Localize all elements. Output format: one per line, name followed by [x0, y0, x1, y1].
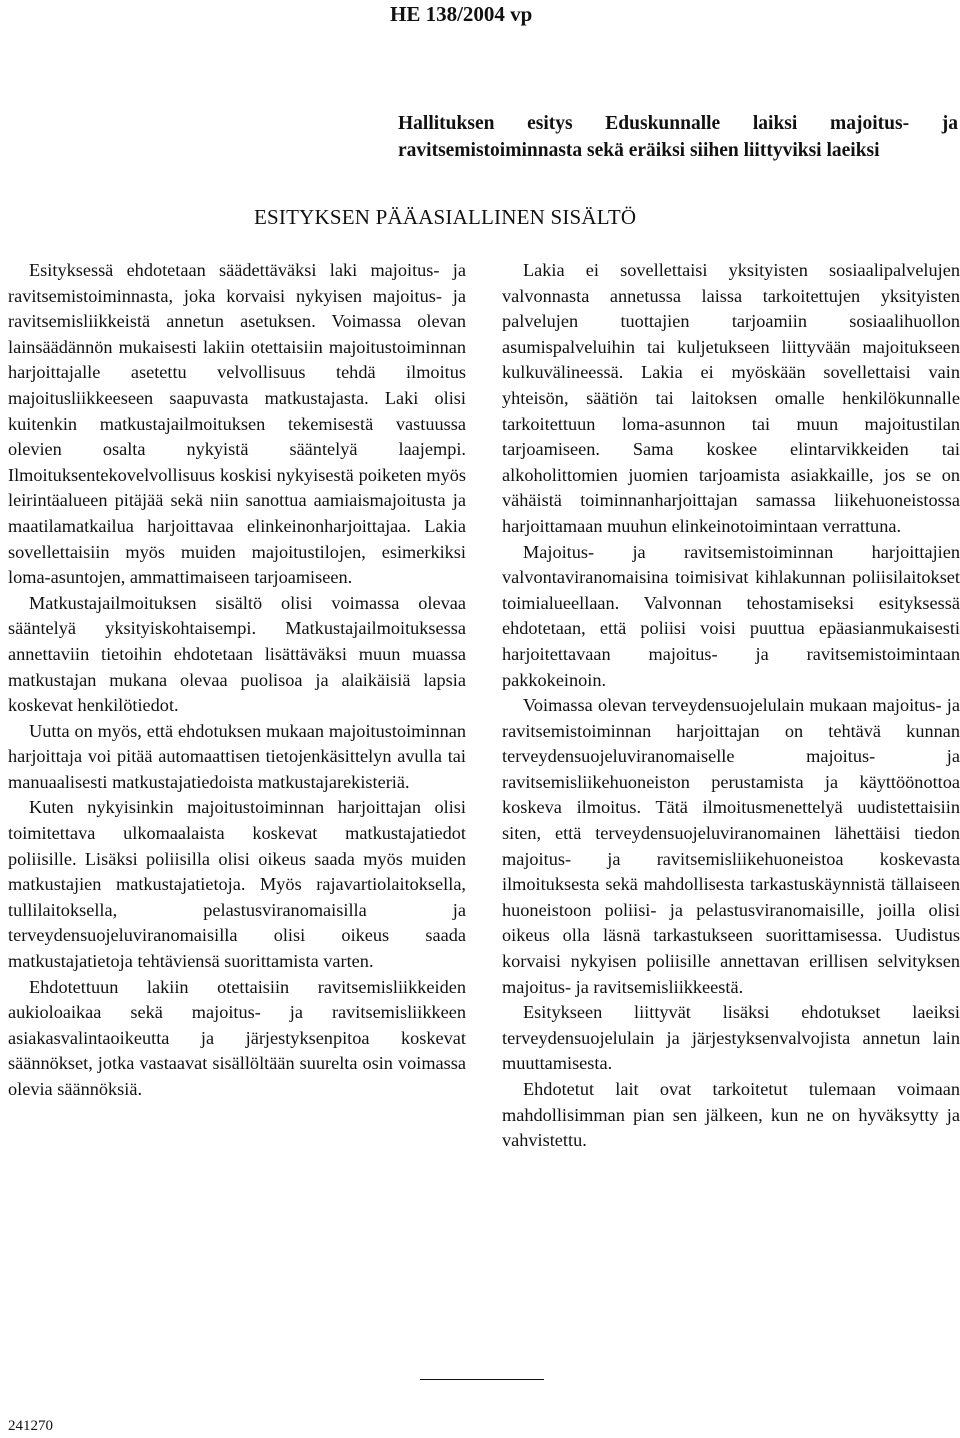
page-code: 241270 [8, 1418, 53, 1434]
end-divider [420, 1379, 544, 1380]
paragraph: Uutta on myös, että ehdotuksen mukaan majoitustoiminnan harjoittaja voi pitää automaattisen tietojenkäsittelyn avulla tai manuaalisesti matkustajatiedoista matkustajarekisteriä. [8, 720, 466, 792]
paragraph: Ehdotetut lait ovat tarkoitetut tulemaan voimaan mahdollisimman pian sen jälkeen, kun ne on hyväksytty ja vahvistettu. [502, 1079, 960, 1151]
paragraph: Majoitus- ja ravitsemistoiminnan harjoittajien valvontaviranomaisina toimisivat kihlakunnan poliisilaitokset toimialueellaan. Valvonnan tehostamiseksi esityksessä ehdotetaan, että poliisi voisi puuttua epäasianmukaisesti harjoitettavaan majoitus- ja ravitsemistoimintaan pakkokeinoin. [502, 541, 960, 690]
document-id: HE 138/2004 vp [390, 2, 533, 26]
document-title: Hallituksen esitys Eduskunnalle laiksi majoitus- ja ravitsemistoiminnasta sekä eräiksi siihen liittyviksi laeiksi [398, 113, 958, 161]
paragraph: Matkustajailmoituksen sisältö olisi voimassa olevaa sääntelyä yksityiskohtaisempi. Matkustajailmoituksessa annettaviin tietoihin ehdotetaan lisättäväksi muun muassa matkustajan mukana olevaa puolisoa ja alaikäisiä lapsia koskevat henkilötiedot. [8, 592, 466, 716]
section-heading: ESITYKSEN PÄÄASIALLINEN SISÄLTÖ [254, 205, 637, 229]
paragraph: Esitykseen liittyvät lisäksi ehdotukset laeiksi terveydensuojelulain ja järjestyksenvalvojista annetun lain muuttamisesta. [502, 1002, 960, 1074]
paragraph: Voimassa olevan terveydensuojelulain mukaan majoitus- ja ravitsemistoiminnan harjoittajan on tehtävä kunnan terveydensuojeluviranomaiselle majoitus- ja ravitsemisliikehuoneiston perustamista ja käyttöönottoa koskeva ilmoitus. Tätä ilmoitusmenettelyä uudistettaisiin siten, että terveydensuojeluviranomainen lähettäisi tiedon majoitus- ja ravitsemisliikehuoneistoa koskevasta ilmoituksesta sekä mahdollisesta tarkastuskäynnistä tällaiseen huoneistoon poliisi- ja pelastusviranomaisille, joilla olisi oikeus olla läsnä tarkastukseen suorittamisessa. Uudistus korvaisi nykyisen poliisille annettavan erillisen selvityksen majoitus- ja ravitsemisliikkeestä. [502, 695, 960, 997]
paragraph: Lakia ei sovellettaisi yksityisten sosiaalipalvelujen valvonnasta annetussa laissa tarkoitettujen yksityisten palvelujen tuottajien tarjoamiin sosiaalihuollon asumispalveluihin tai kuljetukseen liittyvään majoitukseen kulkuvälineessä. Lakia ei myöskään sovellettaisi vain yhteisön, säätiön tai laitoksen omalle henkilökunnalle tarkoitettuun loma-asunnon tai muun majoitustilan tarjoamiseen. Sama koskee elintarvikkeiden tai alkoholittomien juomien tarjoamista asiakkaille, jos se on vähäistä toiminnanharjoittajan samassa liikehuoneistossa harjoittamaan muuhun elinkeinotoimintaan verrattuna. [502, 260, 960, 536]
paragraph: Kuten nykyisinkin majoitustoiminnan harjoittajan olisi toimitettava ulkomaalaista koskevat matkustajatiedot poliisille. Lisäksi poliisilla olisi oikeus saada myös muiden matkustajien matkustajatietoja. Myös rajavartiolaitoksella, tullilaitoksella, pelastusviranomaisilla ja terveydensuojeluviranomaisilla olisi oikeus saada matkustajatietoja tehtäviensä suorittamista varten. [8, 797, 466, 972]
paragraph: Ehdotettuun lakiin otettaisiin ravitsemisliikkeiden aukioloaikaa sekä majoitus- ja ravitsemisliikkeen asiakasvalintaoikeutta ja järjestyksenpitoa koskevat säännökset, jotka vastaavat sisällöltään suurelta osin voimassa olevia säännöksiä. [8, 976, 466, 1099]
paragraph: Esityksessä ehdotetaan säädettäväksi laki majoitus- ja ravitsemistoiminnasta, joka korvaisi nykyisen majoitus- ja ravitsemisliikkeistä annetun asetuksen. Voimassa olevan lainsäädännön mukaisesti lakiin otettaisiin majoitustoiminnan harjoittajalle asetettu velvollisuus tehdä ilmoitus majoitusliikkeeseen saapuvasta matkustajasta. Laki olisi kuitenkin matkustajailmoituksen tekemisestä vastuussa olevien osalta nykyistä sääntelyä laajempi. Ilmoituksentekovelvollisuus koskisi nykyisestä poiketen myös leirintäalueen pitäjää sekä niin sanottua aamiaismajoitusta ja maatilamatkailua harjoittavaa elinkeinonharjoittajaa. Lakia sovellettaisiin myös muiden majoitustilojen, esimerkiksi loma-asuntojen, ammattimaiseen tarjoamiseen. [8, 260, 466, 588]
left-column [8, 258, 466, 1103]
right-column [502, 258, 960, 1154]
